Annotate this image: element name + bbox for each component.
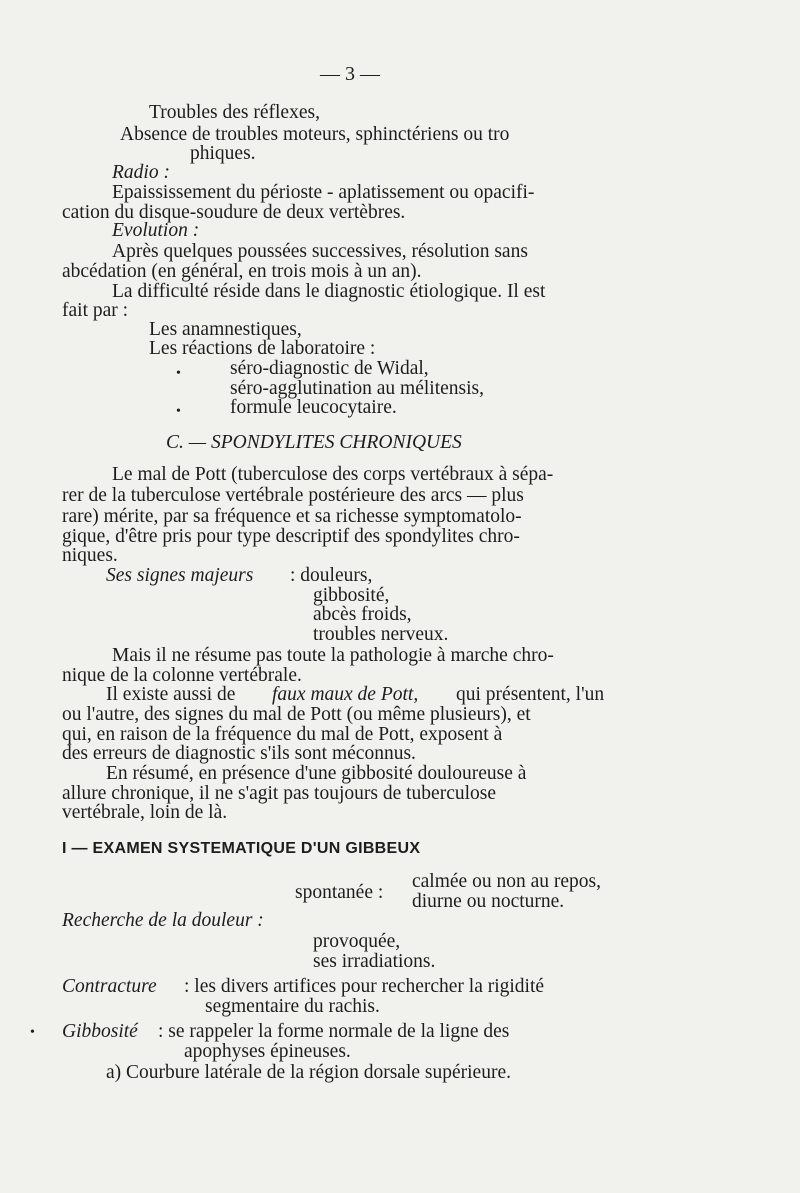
text-line: : les divers artifices pour rechercher la rigidité bbox=[184, 976, 545, 997]
bullet-dot: • bbox=[176, 366, 181, 381]
text-line: : se rappeler la forme normale de la ligne des bbox=[158, 1021, 510, 1042]
text-line: phiques. bbox=[190, 143, 256, 164]
text-line: La difficulté réside dans le diagnostic étiologique. Il est bbox=[112, 281, 546, 302]
text-line: Après quelques poussées successives, résolution sans bbox=[112, 241, 528, 262]
text-line-label: Gibbosité bbox=[62, 1021, 138, 1042]
text-line: : douleurs, bbox=[290, 565, 373, 586]
text-line: Les anamnestiques, bbox=[149, 319, 302, 340]
text-line: qui, en raison de la fréquence du mal de Pott, exposent à bbox=[62, 724, 503, 745]
text-line: nique de la colonne vertébrale. bbox=[62, 665, 302, 686]
bullet-dot: • bbox=[176, 404, 181, 419]
text-line: qui présentent, l'un bbox=[456, 684, 605, 705]
bullet-dot: • bbox=[30, 1025, 35, 1040]
text-line: vertébrale, loin de là. bbox=[62, 802, 228, 823]
text-line: formule leucocytaire. bbox=[230, 397, 397, 418]
text-line: segmentaire du rachis. bbox=[205, 996, 380, 1017]
text-line: allure chronique, il ne s'agit pas toujours de tuberculose bbox=[62, 783, 497, 804]
text-line: rer de la tuberculose vertébrale postérieure des arcs — plus bbox=[62, 485, 524, 506]
page-number: — 3 — bbox=[320, 63, 380, 85]
text-line: niques. bbox=[62, 545, 118, 566]
text-line: des erreurs de diagnostic s'ils sont méconnus. bbox=[62, 743, 416, 764]
text-line: ou l'autre, des signes du mal de Pott (ou même plusieurs), et bbox=[62, 704, 531, 725]
text-line: Le mal de Pott (tuberculose des corps vertébraux à sépa- bbox=[112, 464, 554, 485]
text-line: fait par : bbox=[62, 300, 129, 321]
text-line: provoquée, bbox=[313, 931, 401, 952]
section-heading: C. — SPONDYLITES CHRONIQUES bbox=[166, 432, 462, 453]
text-line: Absence de troubles moteurs, sphinctériens ou tro bbox=[120, 124, 510, 145]
text-line-label: Recherche de la douleur : bbox=[62, 910, 264, 931]
text-line: apophyses épineuses. bbox=[184, 1041, 351, 1062]
text-line: En résumé, en présence d'une gibbosité douloureuse à bbox=[106, 763, 527, 784]
section-heading: I — EXAMEN SYSTEMATIQUE D'UN GIBBEUX bbox=[62, 840, 421, 857]
text-line: Mais il ne résume pas toute la pathologie à marche chro- bbox=[112, 645, 554, 666]
text-line: abcédation (en général, en trois mois à un an). bbox=[62, 261, 422, 282]
text-line: diurne ou nocturne. bbox=[412, 891, 565, 912]
text-line: gibbosité, bbox=[313, 585, 390, 606]
text-line: calmée ou non au repos, bbox=[412, 871, 601, 892]
text-line-italic: faux maux de Pott, bbox=[272, 684, 419, 705]
text-line: cation du disque-soudure de deux vertèbres. bbox=[62, 202, 406, 223]
text-line: spontanée : bbox=[295, 882, 384, 903]
text-line: séro-diagnostic de Widal, bbox=[230, 358, 429, 379]
text-line: rare) mérite, par sa fréquence et sa richesse symptomatolo- bbox=[62, 506, 522, 527]
text-line: gique, d'être pris pour type descriptif des spondylites chro- bbox=[62, 526, 520, 547]
section-label-radio: Radio : bbox=[112, 162, 170, 183]
text-line: a) Courbure latérale de la région dorsale supérieure. bbox=[106, 1062, 511, 1083]
text-line: Troubles des réflexes, bbox=[149, 102, 320, 123]
text-line-label: Ses signes majeurs bbox=[106, 565, 254, 586]
text-line: séro-agglutination au mélitensis, bbox=[230, 378, 484, 399]
text-line: abcès froids, bbox=[313, 604, 412, 625]
text-line-label: Contracture bbox=[62, 976, 157, 997]
text-line: Les réactions de laboratoire : bbox=[149, 338, 376, 359]
section-label-evolution: Evolution : bbox=[112, 220, 200, 241]
text-line: Il existe aussi de bbox=[106, 684, 236, 705]
text-line: ses irradiations. bbox=[313, 951, 436, 972]
text-line: troubles nerveux. bbox=[313, 624, 449, 645]
text-line: Epaississement du périoste - aplatissement ou opacifi- bbox=[112, 182, 535, 203]
